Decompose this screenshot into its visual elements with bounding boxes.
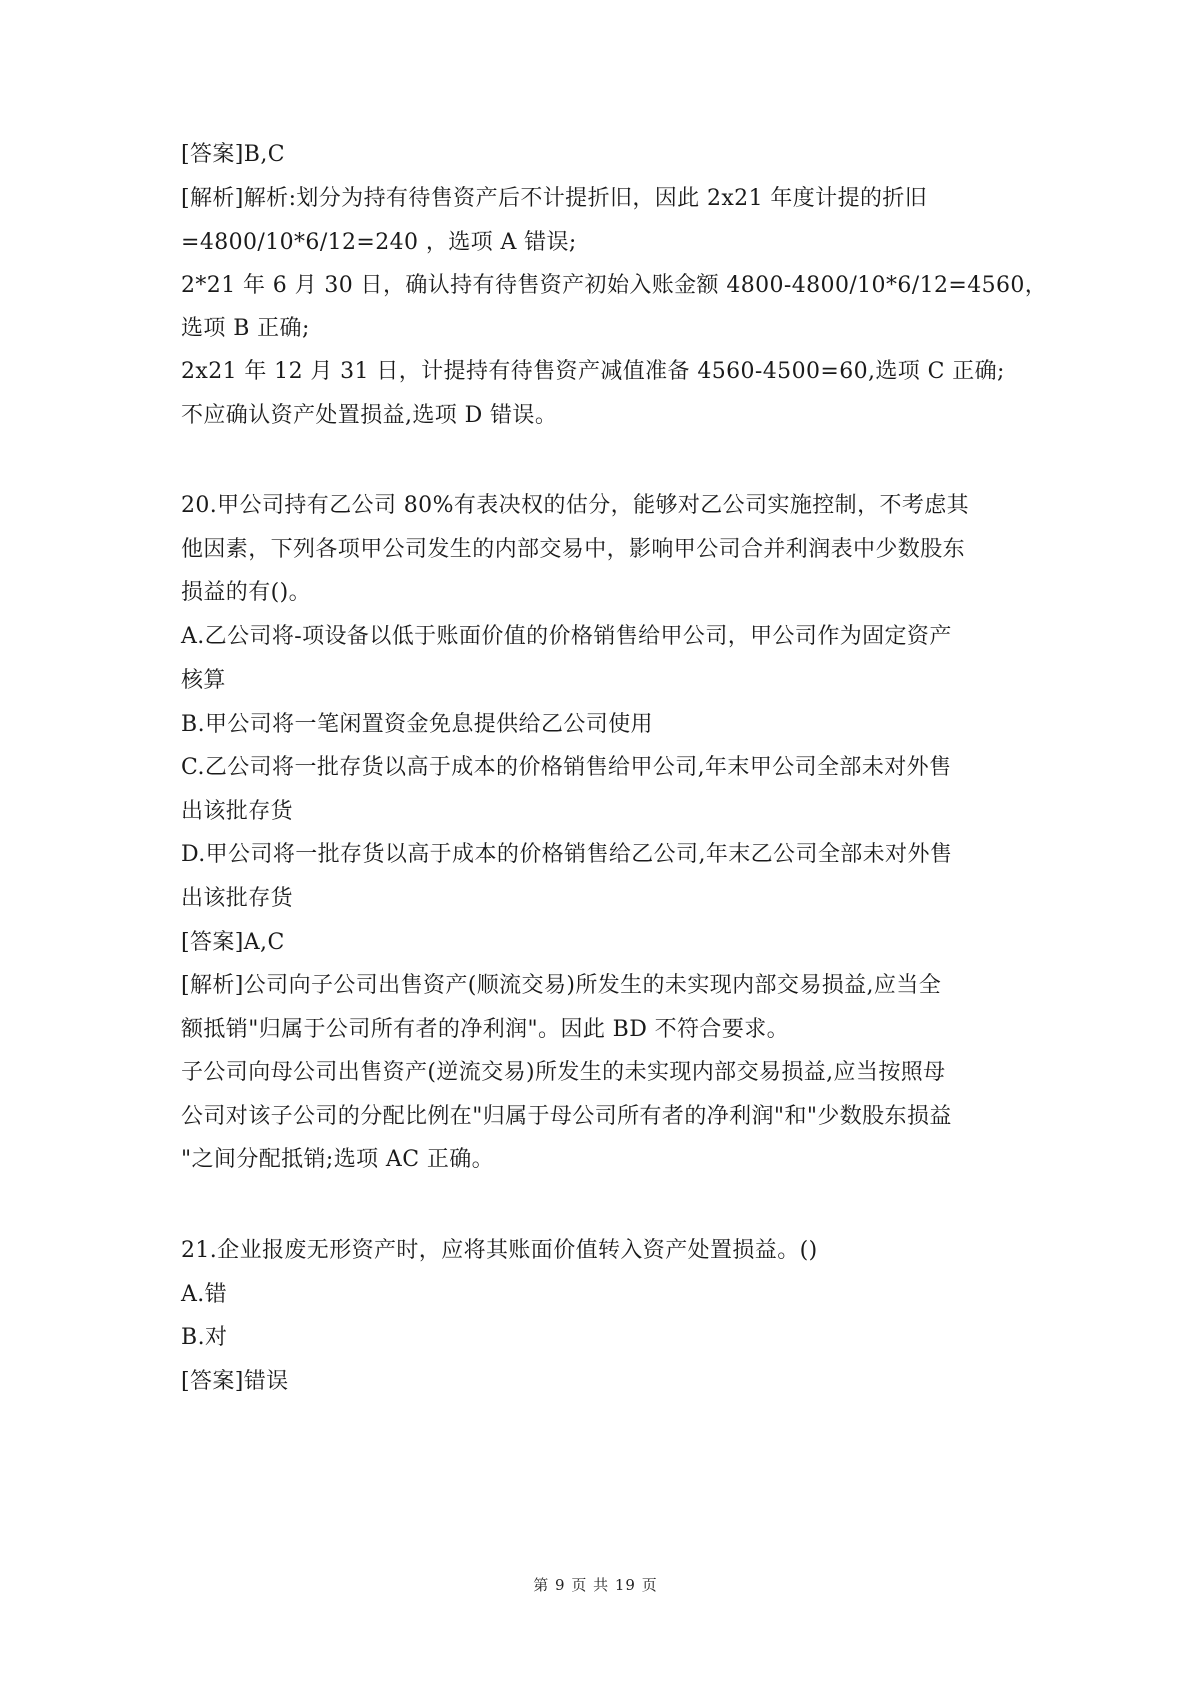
- analysis-line: 2x21 年 12 月 31 日，计提持有待售资产减值准备 4560-4500=60,选项 C 正确;: [181, 359, 1005, 384]
- question-stem: 20.甲公司持有乙公司 80%有表决权的估分，能够对乙公司实施控制，不考虑其: [181, 493, 970, 518]
- analysis-line: 子公司向母公司出售资产(逆流交易)所发生的未实现内部交易损益,应当按照母: [181, 1060, 946, 1085]
- analysis-line: 额抵销"归属于公司所有者的净利润"。因此 BD 不符合要求。: [181, 1017, 790, 1042]
- analysis-line: 公司对该子公司的分配比例在"归属于母公司所有者的净利润"和"少数股东损益: [181, 1104, 952, 1129]
- answer-line: [答案]B,C: [181, 142, 285, 167]
- page-number: 第 9 页 共 19 页: [533, 1576, 658, 1594]
- analysis-line: 选项 B 正确;: [181, 316, 310, 341]
- option-d: 出该批存货: [181, 886, 294, 911]
- question-stem: 损益的有()。: [181, 580, 311, 605]
- question-stem: 21.企业报废无形资产时，应将其账面价值转入资产处置损益。(): [181, 1238, 818, 1263]
- option-d: D.甲公司将一批存货以高于成本的价格销售给乙公司,年末乙公司全部未对外售: [181, 842, 953, 867]
- question-stem: 他因素，下列各项甲公司发生的内部交易中，影响甲公司合并利润表中少数股东: [181, 537, 966, 562]
- answer-line: [答案]A,C: [181, 930, 285, 955]
- analysis-line: =4800/10*6/12=240 ，选项 A 错误;: [181, 230, 577, 255]
- option-b: B.甲公司将一笔闲置资金免息提供给乙公司使用: [181, 712, 653, 737]
- analysis-line: 2*21 年 6 月 30 日，确认持有待售资产初始入账金额 4800-4800/10*6/12=4560，: [181, 273, 1048, 298]
- analysis-line: [解析]解析:划分为持有待售资产后不计提折旧，因此 2x21 年度计提的折旧: [181, 186, 928, 211]
- option-b: B.对: [181, 1325, 228, 1350]
- analysis-line: [解析]公司向子公司出售资产(顺流交易)所发生的未实现内部交易损益,应当全: [181, 973, 942, 998]
- answer-line: [答案]错误: [181, 1369, 289, 1394]
- option-a: A.错: [181, 1282, 228, 1307]
- analysis-line: 不应确认资产处置损益,选项 D 错误。: [181, 403, 558, 428]
- analysis-line: "之间分配抵销;选项 AC 正确。: [181, 1147, 495, 1172]
- option-a: 核算: [181, 668, 226, 693]
- option-c: C.乙公司将一批存货以高于成本的价格销售给甲公司,年末甲公司全部未对外售: [181, 755, 952, 780]
- option-a: A.乙公司将-项设备以低于账面价值的价格销售给甲公司，甲公司作为固定资产: [181, 624, 952, 649]
- option-c: 出该批存货: [181, 799, 294, 824]
